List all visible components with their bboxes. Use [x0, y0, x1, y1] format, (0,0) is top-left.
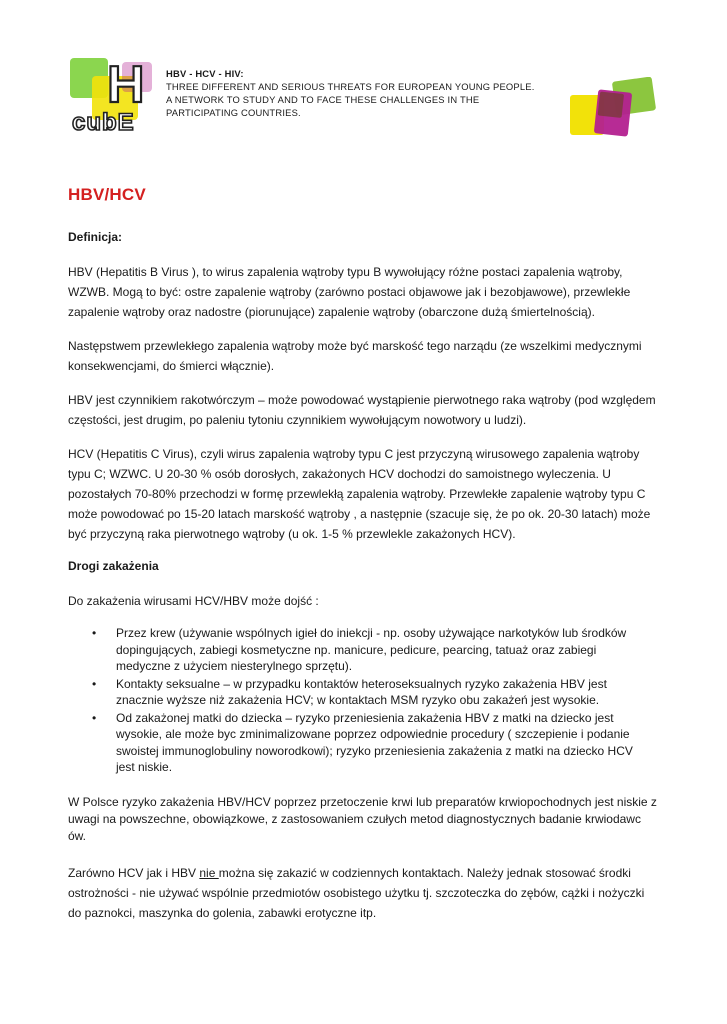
- deco-brown-overlap: [598, 92, 624, 118]
- h-cube-logo: [66, 54, 164, 134]
- definition-paragraph-3: HBV jest czynnikiem rakotwórczym – może powodować wystąpienie pierwotnego raka wątroby (pod względem częstości, jest drugim, po paleniu tytoniu czynnikiem wywołującym nowotwory u ludzi).: [68, 393, 656, 427]
- logo-word-cube: cubE: [72, 109, 135, 134]
- poland-paragraph: W Polsce ryzyko zakażenia HBV/HCV poprzez przetoczenie krwi lub preparatów krwiopochodnych jest niskie z uwagi na powszechne, obowiązkowe, z zastosowaniem czułych metod diagnostycznych badanie krwiodawc ów.: [68, 794, 657, 843]
- list-item: [92, 710, 660, 776]
- routes-intro: Do zakażenia wirusami HCV/HBV może dojść :: [68, 594, 319, 608]
- logo-letter-h: H: [107, 56, 145, 114]
- precautions-paragraph: [68, 863, 660, 923]
- precautions-text-start: Zarówno HCV jak i HBV: [68, 865, 200, 880]
- tagline-line-2: THREE DIFFERENT AND SERIOUS THREATS FOR EUROPEAN YOUNG PEOPLE.: [166, 81, 535, 92]
- definition-paragraph-4: HCV (Hepatitis C Virus), czyli wirus zapalenia wątroby typu C jest przyczyną wirusowego zapalenia wątroby typu C; WZWC. U 20-30 % osób dorosłych, zakażonych HCV dochodzi do samoistnego wyleczenia. U pozostałych 70-80% przechodzi w formę przewlekłą zapalenia wątroby. Przewlekłe zapalenie wątroby typu C może powodować po 15-20 latach marskość wątroby , a następnie (szacuje się, że po ok. 20-30 latach) może być przyczyną raka pierwotnego wątroby (u ok. 1-5 % przewlekle zakażonych HCV).: [68, 447, 651, 541]
- precautions-text-rest: można się zakazić w codziennych kontaktach. Należy jednak stosować środki ostrożności - nie używać wspólnie przedmiotów osobistego użytku tj. szczoteczka do zębów, cążki i nożyczki do paznokci, maszynka do golenia, zabawki erotyczne itp.: [68, 865, 645, 920]
- list-item-text: Od zakażonej matki do dziecka – ryzyko przeniesienia zakażenia HBV z matki na dziecko jest wysokie, ale może byc zminimalizowane poprzez odpowiednie procedury ( szczepienie i podanie swoistej immunoglobuliny noworodkowi); ryzyko przeniesienia zakażenia z matki na dziecko HCV jest niskie.: [116, 710, 633, 774]
- header-tagline: [166, 67, 561, 119]
- tagline-line-1: HBV - HCV - HIV:: [166, 68, 244, 79]
- routes-heading: Drogi zakażenia: [68, 559, 159, 573]
- tagline-line-3: A NETWORK TO STUDY AND TO FACE THESE CHALLENGES IN THE: [166, 94, 480, 105]
- list-item-text: Kontakty seksualne – w przypadku kontaktów heteroseksualnych ryzyko zakażenia HBV jest znacznie wyższe niż zakażenia HCV; w kontaktach MSM ryzyko obu zakażeń jest wysokie.: [116, 676, 607, 707]
- definition-paragraph-1: HBV (Hepatitis B Virus ), to wirus zapalenia wątroby typu B wywołujący różne postaci zapalenia wątroby, WZWB. Mogą to być: ostre zapalenie wątroby (zarówno postaci objawowe jak i bezobjawowe), przewlekłe zapalenie wątroby oraz nadostre (piorunujące) zapalenie wątroby (obarczone dużą śmiertelnością).: [68, 265, 631, 319]
- list-item: [92, 676, 660, 709]
- definition-paragraph-2: Następstwem przewlekłego zapalenia wątroby może być marskość tego narządu (ze wszelkimi medycznymi konsekwencjami, do śmierci włącznie).: [68, 339, 642, 373]
- underlined-nie: nie: [199, 865, 219, 880]
- page-title: HBV/HCV: [68, 185, 146, 204]
- bullet-icon: •: [92, 626, 97, 640]
- document-body: [68, 185, 660, 937]
- list-item: [92, 625, 660, 675]
- tagline-line-4: PARTICIPATING COUNTRIES.: [166, 107, 301, 118]
- list-item-text: Przez krew (używanie wspólnych igieł do iniekcji - np. osoby używające narkotyków lub środków dopingujących, zabiegi kosmetyczne np. manicure, pedicure, pearcing, tatuaż oraz zabiegi medyczne z użyciem niesterylnego sprzętu).: [116, 626, 627, 673]
- definition-heading: Definicja:: [68, 230, 123, 244]
- decorative-squares-logo: [568, 77, 656, 139]
- routes-list: [68, 625, 660, 776]
- bullet-icon: •: [92, 676, 97, 691]
- bullet-icon: •: [92, 710, 97, 725]
